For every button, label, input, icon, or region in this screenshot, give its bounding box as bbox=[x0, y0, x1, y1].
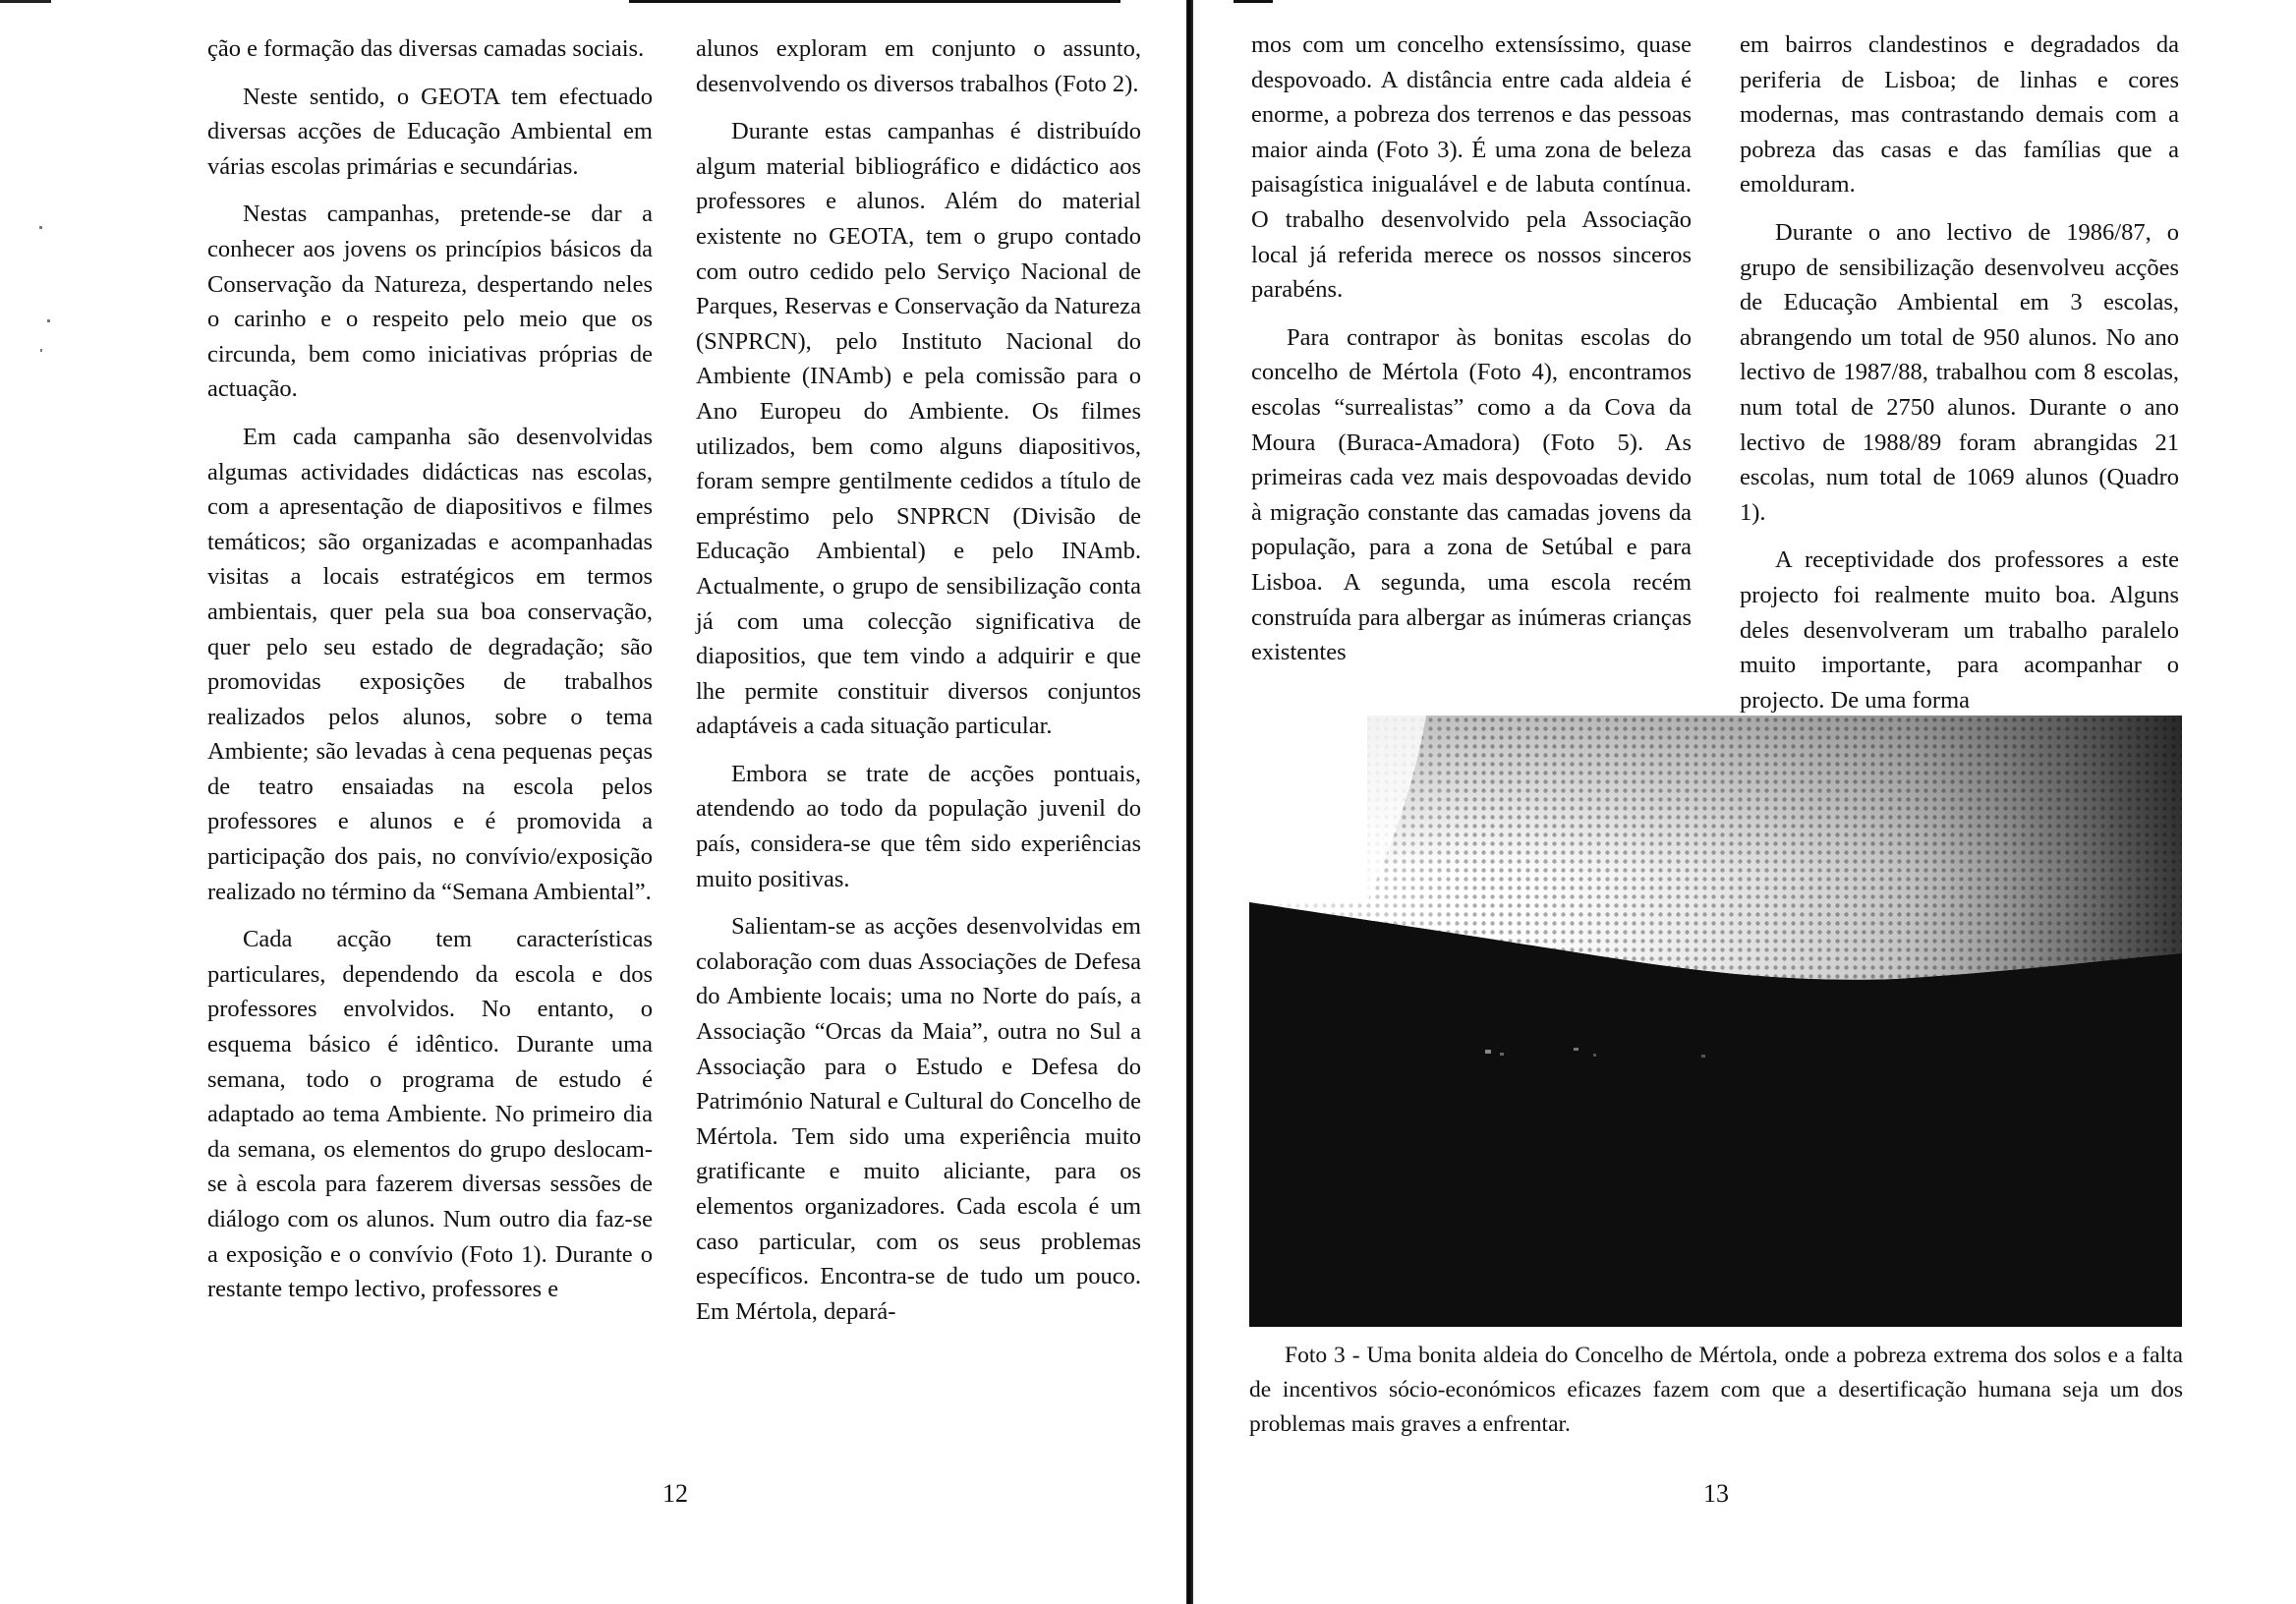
page-top-rule bbox=[629, 0, 1120, 3]
paragraph: Cada acção tem características particulares, dependendo da escola e dos professores envolvidos. No entanto, o esquema básico é idêntico. Durante uma semana, todo o programa de estudo é adaptado ao tema Ambiente. No primeiro dia da semana, os elementos do grupo deslocam-se à escola para fazerem diversas sessões de diálogo com os alunos. Num outro dia faz-se a exposição e o convívio (Foto 1). Durante o restante tempo lectivo, professores e bbox=[207, 926, 653, 1303]
scan-mark bbox=[0, 0, 51, 3]
page-top-rule-right bbox=[1234, 0, 1273, 3]
paragraph: Nestas campanhas, pretende-se dar a conhecer aos jovens os princípios básicos da Conservação da Natureza, despertando neles o carinho e o respeito pelo meio que os circunda, bem como iniciativas próprias de actuação. bbox=[207, 200, 653, 403]
paragraph: Salientam-se as acções desenvolvidas em colaboração com duas Associações de Defesa do Ambiente locais; uma no Norte do país, a Associação “Orcas da Maia”, outra no Sul a Associação para o Estudo e Defesa do Património Natural e Cultural do Concelho de Mértola. Tem sido uma experiência muito gratificante e muito aliciante, para os elementos organizadores. Cada escola é um caso particular, com os seus problemas específicos. Encontra-se de tudo um pouco. Em Mértola, depará- bbox=[696, 913, 1141, 1325]
page-number-right: 13 bbox=[1703, 1479, 1729, 1508]
landscape-image bbox=[1249, 716, 2182, 1327]
paragraph: A receptividade dos professores a este projecto foi realmente muito boa. Alguns deles desenvolveram um trabalho paralelo muito importante, para acompanhar o projecto. De uma forma bbox=[1740, 546, 2179, 714]
caption-text: Foto 3 - Uma bonita aldeia do Concelho de Mértola, onde a pobreza extrema dos solos e a falta de incentivos sócio-económicos eficazes fazem com que a desertificação humana seja um dos problemas mais graves a enfrentar. bbox=[1249, 1343, 2183, 1437]
paragraph: alunos exploram em conjunto o assunto, desenvolvendo os diversos trabalhos (Foto 2). bbox=[696, 35, 1141, 97]
paragraph: Durante o ano lectivo de 1986/87, o grupo de sensibilização desenvolveu acções de Educação Ambiental em 3 escolas, abrangendo um total de 950 alunos. No ano lectivo de 1987/88, trabalhou com 8 escolas, num total de 2750 alunos. Durante o ano lectivo de 1988/89 foram abrangidas 21 escolas, num total de 1069 alunos (Quadro 1). bbox=[1740, 218, 2179, 526]
paragraph: Para contrapor às bonitas escolas do concelho de Mértola (Foto 4), encontramos escolas “surrealistas” como a da Cova da Moura (Buraca-Amadora) (Foto 5). As primeiras cada vez mais despovoadas devido à migração constante das camadas jovens da população, para a zona de Setúbal e para Lisboa. A segunda, uma escola recém construída para albergar as inúmeras crianças existentes bbox=[1251, 323, 1692, 666]
paragraph: em bairros clandestinos e degradados da periferia de Lisboa; de linhas e cores modernas, mas contrastando demais com a pobreza das casas e das famílias que a emolduram. bbox=[1740, 31, 2179, 199]
scan-mark bbox=[39, 226, 42, 229]
paragraph: Neste sentido, o GEOTA tem efectuado diversas acções de Educação Ambiental em várias escolas primárias e secundárias. bbox=[207, 83, 653, 180]
book-spine bbox=[1186, 0, 1193, 1604]
photo-3-village-landscape bbox=[1249, 716, 2182, 1327]
paragraph: Em cada campanha são desenvolvidas algumas actividades didácticas nas escolas, com a apresentação de diapositivos e filmes temáticos; são organizadas e acompanhadas visitas a locais estratégicos em termos ambientais, quer pela sua boa conservação, quer pelo seu estado de degradação; são promovidas exposições de trabalhos realizados pelos alunos, sobre o tema Ambiente; são levadas à cena pequenas peças de teatro ensaiadas na escola pelos professores e alunos e é promovida a participação dos pais, no convívio/exposição realizado no término da “Semana Ambiental”. bbox=[207, 423, 653, 905]
paragraph: ção e formação das diversas camadas sociais. bbox=[207, 35, 645, 62]
right-page-column-1 bbox=[1251, 28, 1692, 683]
paragraph: Durante estas campanhas é distribuído algum material bibliográfico e didáctico aos professores e alunos. Além do material existente no GEOTA, tem o grupo contado com outro cedido pelo Serviço Nacional de Parques, Reservas e Conservação da Natureza (SNPRCN), pelo Instituto Nacional do Ambiente (INAmb) e pela comissão para o Ano Europeu do Ambiente. Os filmes utilizados, bem como alguns diapositivos, foram sempre gentilmente cedidos a título de empréstimo pelo SNPRCN (Divisão de Educação Ambiental) e pelo INAmb. Actualmente, o grupo de sensibilização conta já com uma colecção significativa de diapositios, que tem vindo a adquirir e que lhe permite constituir diversos conjuntos adaptáveis a cada situação particular. bbox=[696, 118, 1141, 740]
right-page-column-2 bbox=[1740, 28, 2179, 730]
paragraph: Embora se trate de acções pontuais, atendendo ao todo da população juvenil do país, considera-se que têm sido experiências muito positivas. bbox=[696, 760, 1141, 892]
left-page-column-1 bbox=[207, 31, 653, 1320]
scan-mark bbox=[40, 349, 42, 352]
left-page-column-2 bbox=[696, 31, 1141, 1342]
scan-mark bbox=[47, 319, 50, 322]
photo-caption bbox=[1249, 1339, 2183, 1442]
page-number-left: 12 bbox=[662, 1479, 688, 1508]
paragraph: mos com um concelho extensíssimo, quase despovoado. A distância entre cada aldeia é enorme, a pobreza dos terrenos e das pessoas maior ainda (Foto 3). É uma zona de beleza paisagística inigualável e de labuta contínua. O trabalho desenvolvido pela Associação local já referida merece os nossos sinceros parabéns. bbox=[1251, 31, 1692, 304]
